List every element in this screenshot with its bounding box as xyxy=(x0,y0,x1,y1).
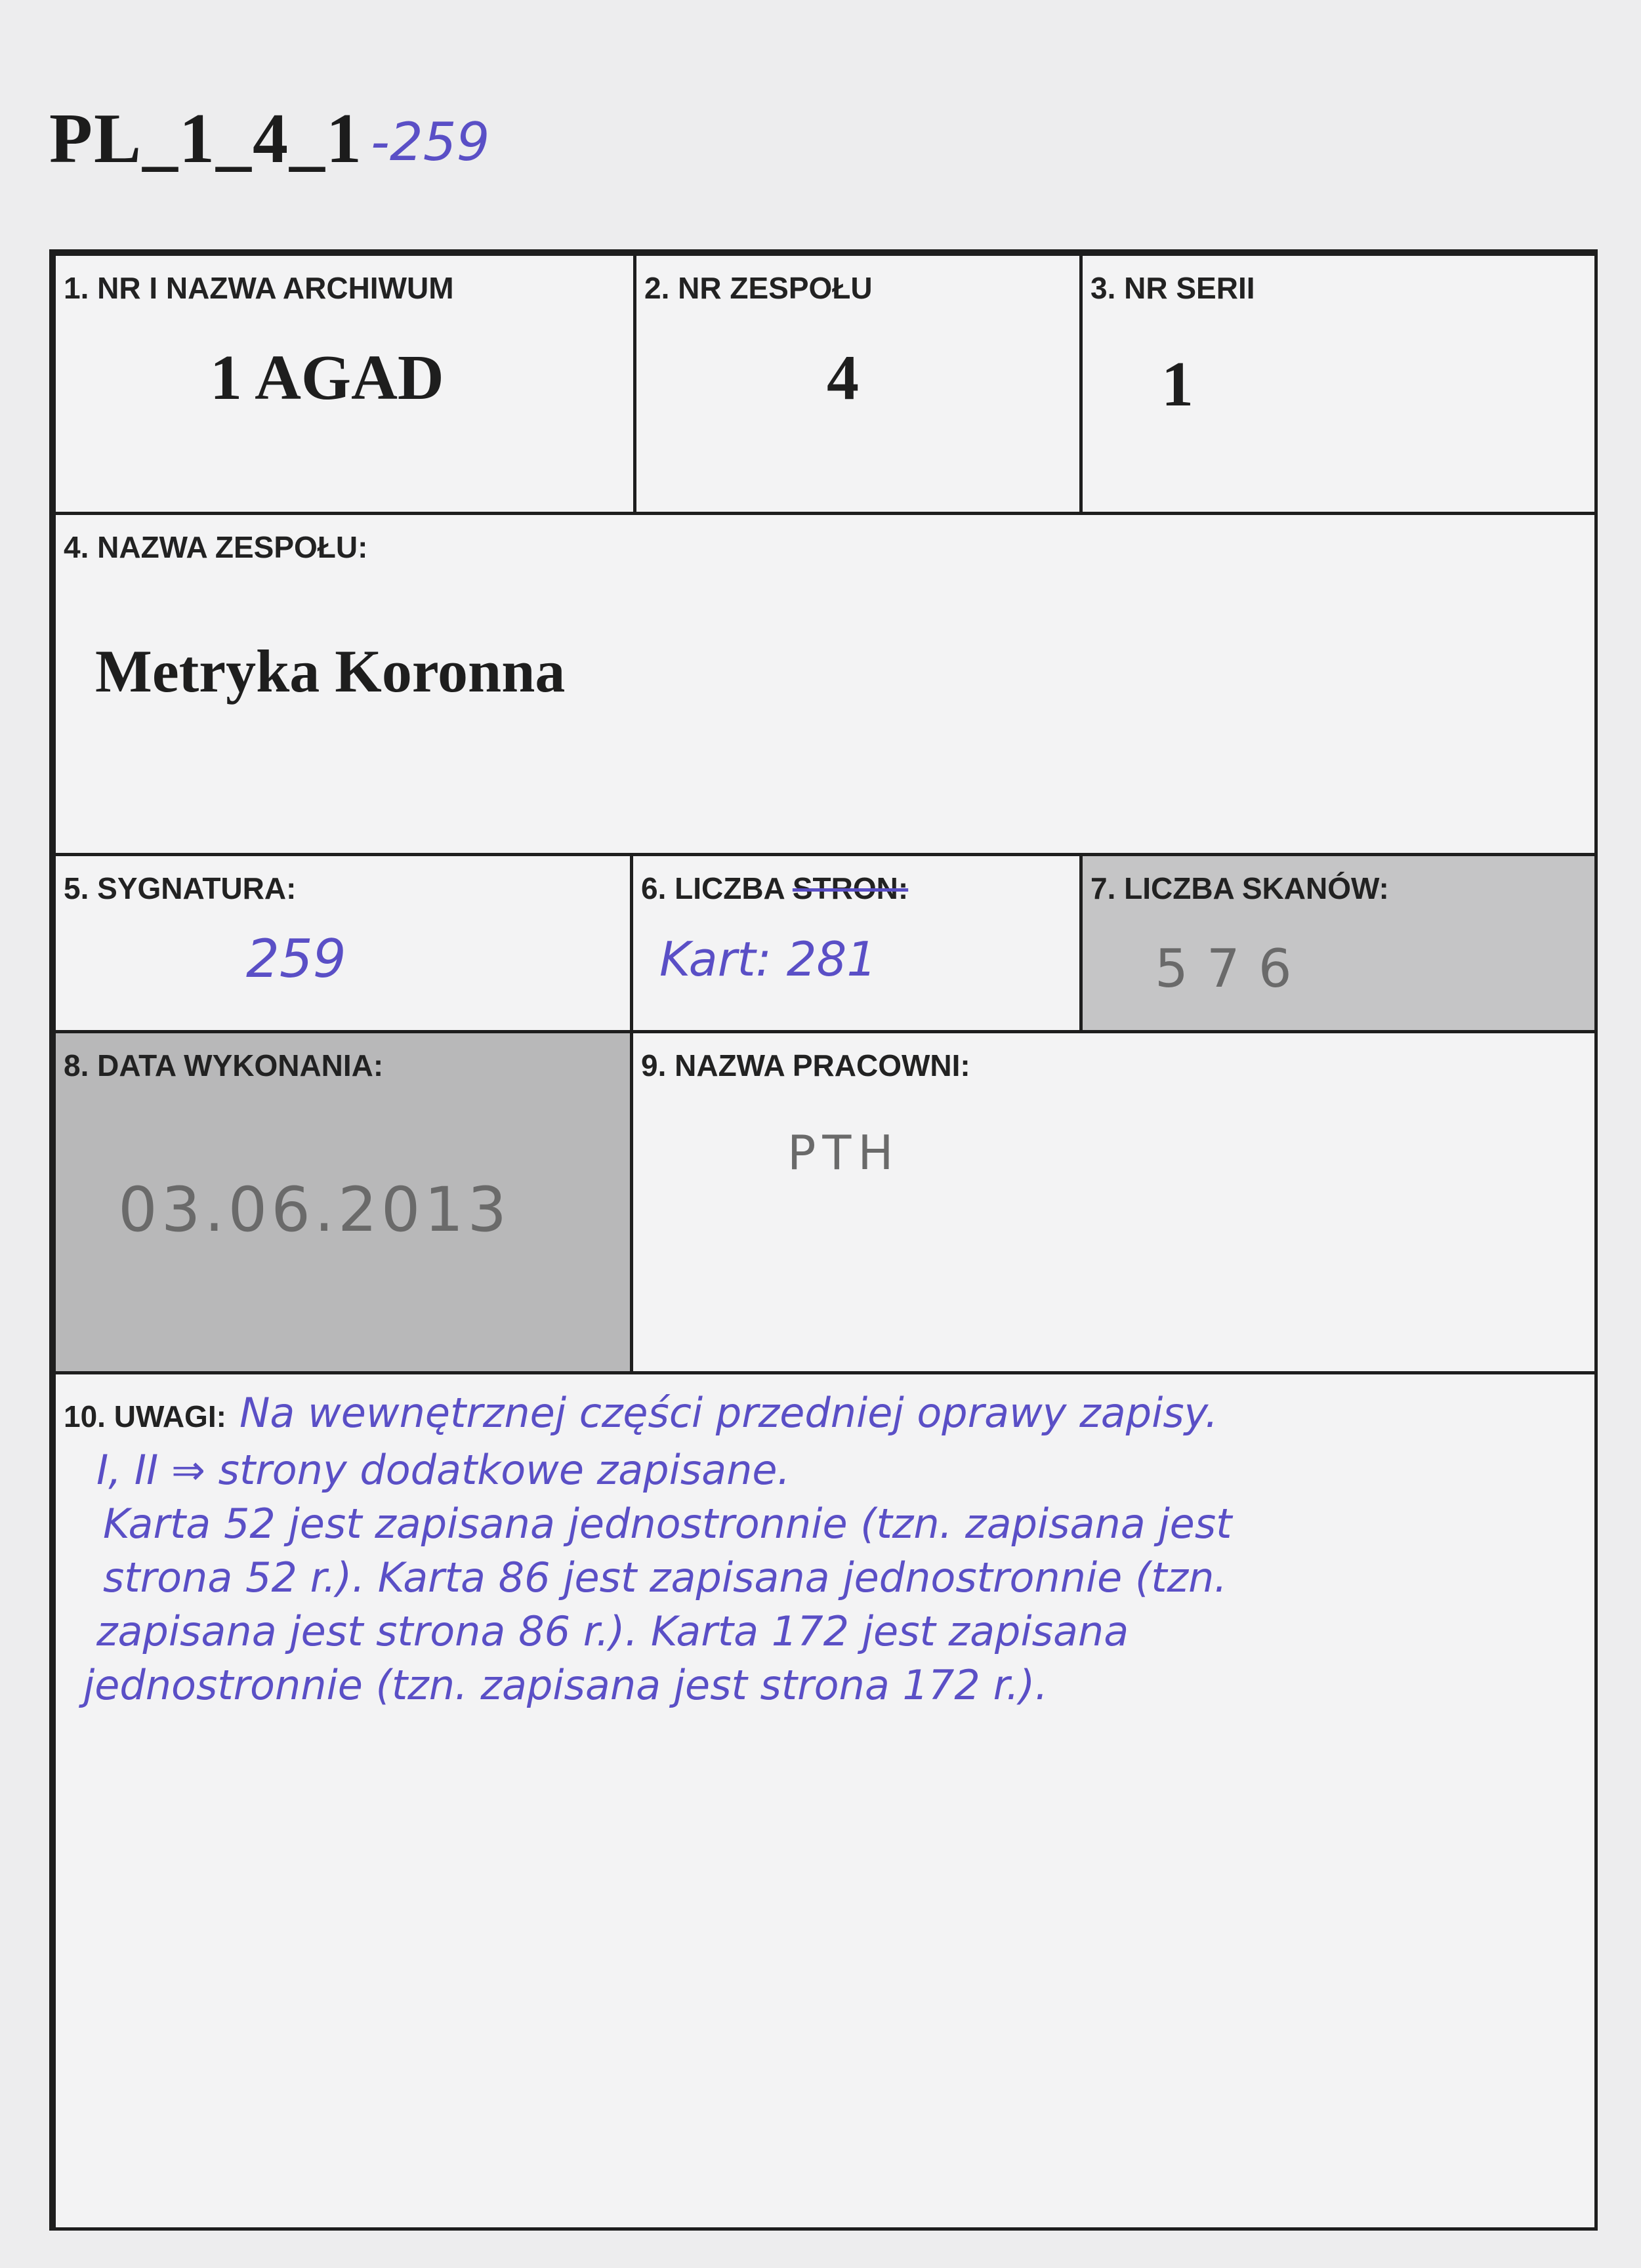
field-date-value: 03.06.2013 xyxy=(118,1174,511,1246)
field-series-no-value: 1 xyxy=(1161,349,1194,420)
field-scan-count-label: 7. LICZBA SKANÓW: xyxy=(1091,871,1389,905)
field-archive-value: 1 AGAD xyxy=(210,342,444,413)
field-fonds-no-value: 4 xyxy=(827,342,859,413)
field-page-count-label xyxy=(641,871,908,906)
notes-line: jednostronnie (tzn. zapisana jest strona 172 r.). xyxy=(83,1661,1048,1709)
field-fonds-no-label: 2. NR ZESPOŁU xyxy=(644,271,873,305)
field-fonds-name-label: 4. NAZWA ZESPOŁU: xyxy=(64,530,368,564)
field-notes-label: 10. UWAGI: xyxy=(64,1399,226,1433)
notes-line: Karta 52 jest zapisana jednostronnie (tzn. zapisana jest xyxy=(103,1500,1232,1548)
field-date-label: 8. DATA WYKONANIA: xyxy=(64,1048,384,1082)
field-scan-count xyxy=(1079,853,1598,1033)
field-fonds-name-value: Metryka Koronna xyxy=(95,638,566,705)
field-workshop xyxy=(630,1030,1598,1374)
notes-line xyxy=(64,1386,1553,1443)
field-workshop-value: PTH xyxy=(787,1125,900,1180)
notes-line: I, II ⇒ strony dodatkowe zapisane. xyxy=(96,1446,791,1494)
document-id xyxy=(49,98,363,180)
document-id-text: PL_1_4_1 xyxy=(49,100,364,178)
field-archive xyxy=(52,253,636,515)
notes-line: zapisana jest strona 86 r.). Karta 172 jest zapisana xyxy=(96,1607,1129,1655)
metadata-form xyxy=(49,249,1598,2231)
field-notes xyxy=(52,1371,1598,2227)
field-series-no xyxy=(1079,253,1598,515)
field-archive-label: 1. NR I NAZWA ARCHIWUM xyxy=(64,271,454,305)
field-page-count-label-prefix: 6. LICZBA xyxy=(641,871,793,905)
field-page-count-value: Kart: 281 xyxy=(659,932,877,987)
field-page-count-label-struck: STRON: xyxy=(792,871,909,905)
document-id-handwritten-suffix: -259 xyxy=(371,112,490,173)
field-page-count xyxy=(630,853,1083,1033)
field-signature xyxy=(52,853,633,1033)
notes-line: strona 52 r.). Karta 86 jest zapisana jednostronnie (tzn. xyxy=(103,1554,1228,1601)
field-fonds-name xyxy=(52,512,1598,856)
field-date xyxy=(52,1030,633,1374)
field-signature-value: 259 xyxy=(246,928,346,989)
field-fonds-no xyxy=(633,253,1083,515)
field-series-no-label: 3. NR SERII xyxy=(1091,271,1255,305)
field-workshop-label: 9. NAZWA PRACOWNI: xyxy=(641,1048,970,1082)
field-signature-label: 5. SYGNATURA: xyxy=(64,871,297,905)
field-notes-content xyxy=(64,1386,1553,1712)
notes-line-text: Na wewnętrznej części przedniej oprawy zapisy. xyxy=(239,1389,1218,1437)
field-scan-count-value: 576 xyxy=(1155,938,1310,999)
